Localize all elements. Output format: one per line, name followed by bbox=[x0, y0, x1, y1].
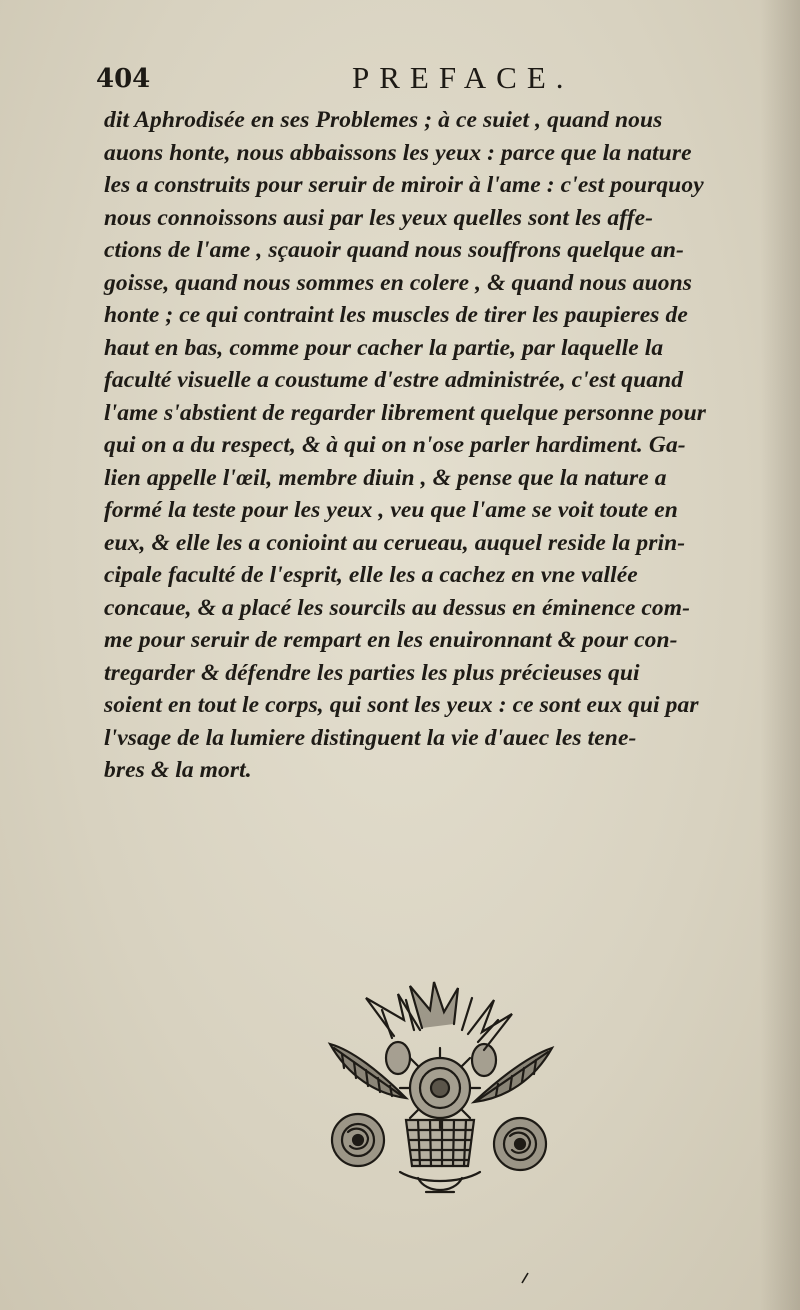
running-title: PREFACE. bbox=[352, 60, 574, 95]
print-mark bbox=[520, 1272, 530, 1284]
text-line: bres & la mort. bbox=[104, 757, 252, 783]
text-line: tregarder & défendre les parties les plus précieuses qui bbox=[104, 659, 640, 686]
text-line: lien appelle l'œil, membre diuin , & pense que la nature a bbox=[104, 464, 667, 491]
text-line: formé la teste pour les yeux , veu que l'ame se voit toute en bbox=[104, 497, 678, 523]
text-line: les a construits pour seruir de miroir à l'ame : c'est pourquoy bbox=[104, 172, 704, 198]
flower-basket-icon bbox=[322, 980, 558, 1202]
text-line: eux, & elle les a conioint au cerueau, auquel reside la prin- bbox=[104, 529, 686, 556]
text-line: concaue, & a placé les sourcils au dessus en éminence com- bbox=[104, 594, 691, 621]
text-line: cipale faculté de l'esprit, elle les a cachez en vne vallée bbox=[104, 562, 638, 588]
text-line: goisse, quand nous sommes en colere , & quand nous auons bbox=[104, 269, 693, 296]
text-line: me pour seruir de rempart en les enuironnant & pour con- bbox=[104, 627, 678, 653]
text-line: honte ; ce qui contraint les muscles de tirer les paupieres de bbox=[104, 302, 688, 328]
text-line: dit Aphrodisée en ses Problemes ; à ce suiet , quand nous bbox=[104, 107, 663, 133]
text-line: haut en bas, comme pour cacher la partie, par laquelle la bbox=[104, 334, 664, 361]
text-line: ctions de l'ame , sçauoir quand nous souffrons quelque an- bbox=[104, 237, 684, 263]
body-text bbox=[104, 104, 790, 787]
page-header bbox=[96, 60, 786, 100]
text-line: soient en tout le corps, qui sont les yeux : ce sont eux qui par bbox=[104, 692, 699, 718]
text-line: auons honte, nous abbaissons les yeux : parce que la nature bbox=[104, 139, 692, 166]
page-number: 404 bbox=[96, 64, 151, 94]
text-line: nous connoissons ausi par les yeux quelles sont les affe- bbox=[104, 204, 654, 231]
text-line: l'vsage de la lumiere distinguent la vie d'auec les tene- bbox=[104, 724, 637, 751]
text-line: l'ame s'abstient de regarder librement quelque personne pour bbox=[104, 399, 707, 426]
text-line: faculté visuelle a coustume d'estre administrée, c'est quand bbox=[104, 367, 684, 393]
text-line: qui on a du respect, & à qui on n'ose parler hardiment. Ga- bbox=[104, 432, 686, 458]
